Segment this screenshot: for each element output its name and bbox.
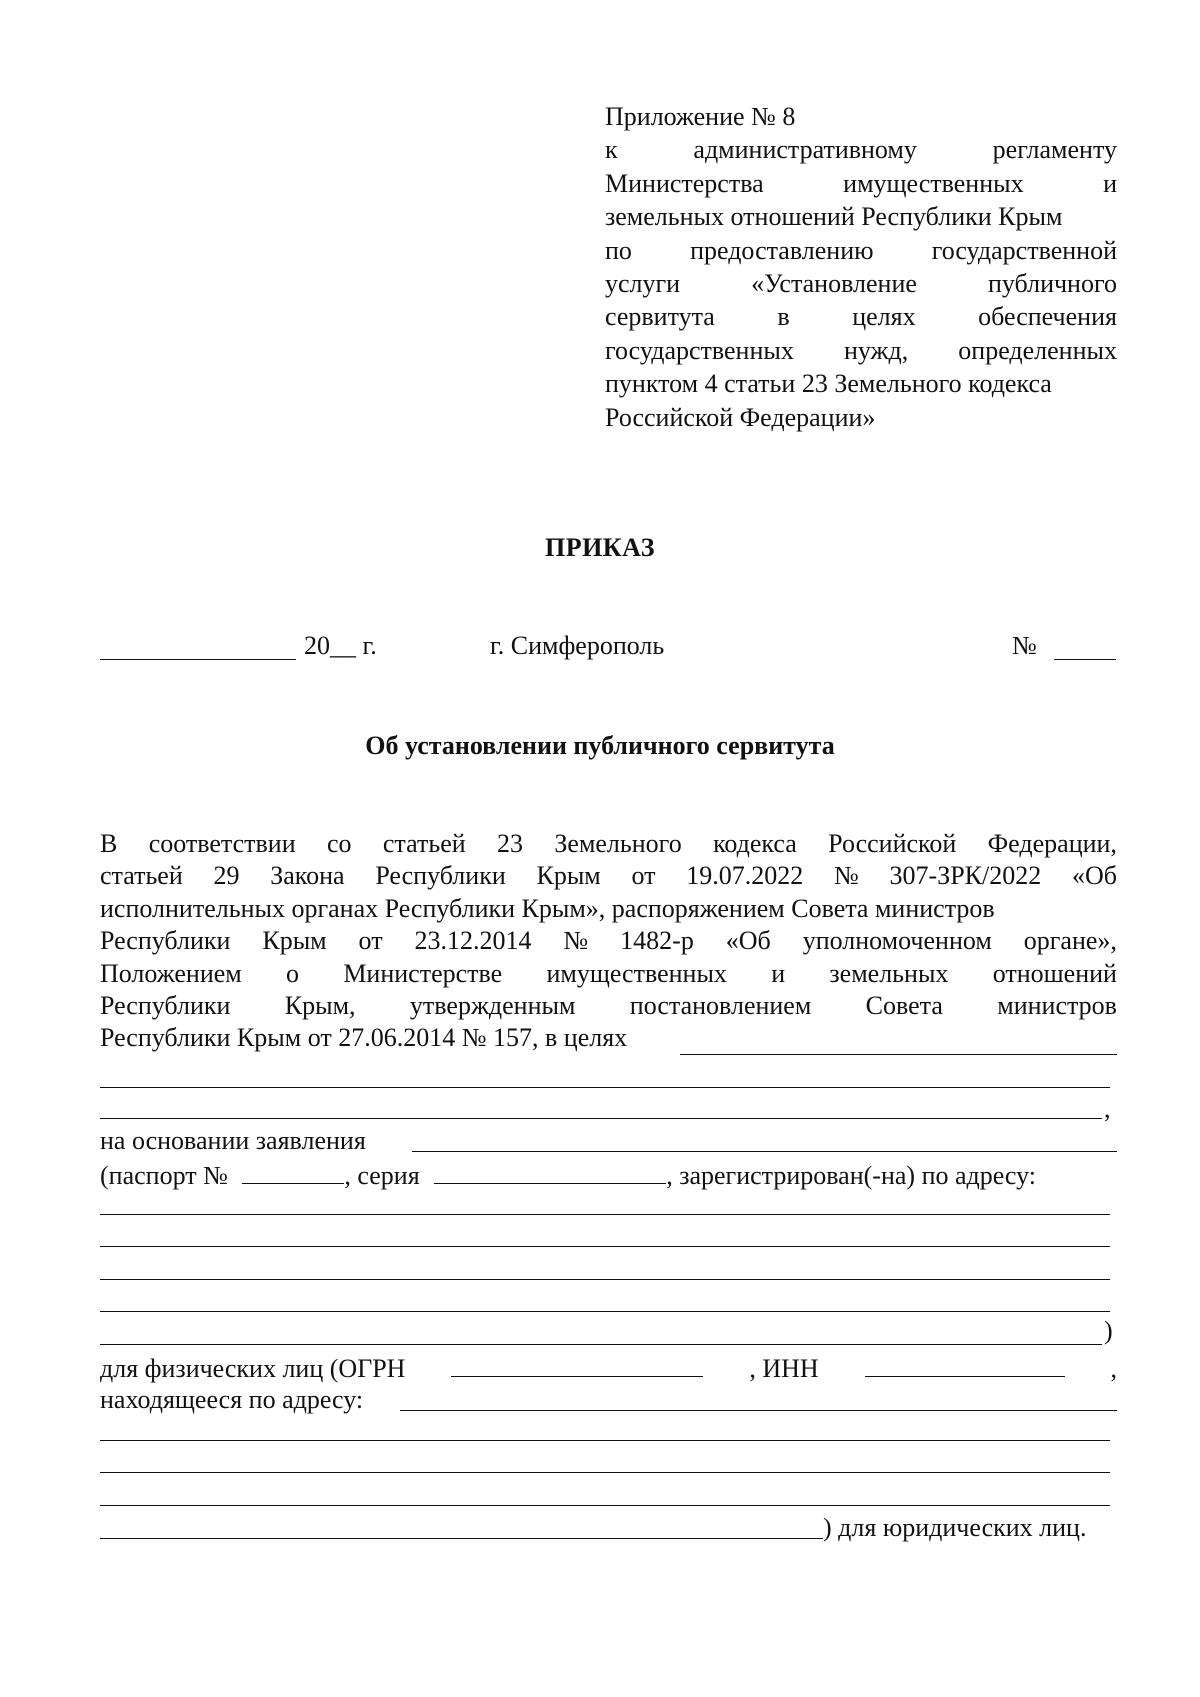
location-blank-line (100, 1440, 1110, 1441)
purpose-blank-line (100, 1087, 1110, 1088)
basis-label: на основании заявления (100, 1126, 366, 1155)
body-line: Республики Крым, утвержденным постановлением Совета министров (100, 991, 1117, 1021)
registered-label: , зарегистрирован(-на) по адресу: (666, 1161, 1037, 1190)
order-subject: Об установлении публичного сервитута (365, 731, 835, 760)
body-line: В соответствии со статьей 23 Земельного кодекса Российской Федерации, (100, 829, 1117, 858)
appendix-line: услуги «Установление публичного (605, 269, 1117, 299)
body-line: статьей 29 Закона Республики Крым от 19.07.2022 № 307-ЗРК/2022 «Об (100, 861, 1117, 891)
body-line: Республики Крым от 27.06.2014 № 157, в целях (100, 1023, 628, 1053)
appendix-line: Российской Федерации» (605, 402, 876, 432)
passport-row (100, 1159, 1117, 1191)
body-line: Положением о Министерстве имущественных и земельных отношений (100, 958, 1117, 988)
close-paren: ) (1104, 1316, 1113, 1345)
location-blank-line (100, 1538, 823, 1539)
appendix-line: к административному регламенту (605, 135, 1117, 165)
date-blank (100, 659, 296, 660)
address-blank-line (100, 1214, 1110, 1215)
inn-label: , ИНН (749, 1354, 819, 1383)
address-blank-line (100, 1311, 1110, 1312)
comma: , (1104, 1094, 1111, 1123)
inn-blank (865, 1352, 1065, 1377)
passport-label: (паспорт № (100, 1161, 228, 1190)
address-blank-line (100, 1344, 1102, 1345)
ogrn-blank (451, 1352, 703, 1377)
body-line: исполнительных органах Республики Крым», распоряжением Совета министров (100, 893, 995, 923)
address-blank-line (100, 1279, 1110, 1280)
document-title: ПРИКАЗ (544, 533, 656, 562)
individuals-label: для физических лиц (ОГРН (100, 1354, 406, 1383)
legal-entities-label: ) для юридических лиц. (823, 1513, 1087, 1542)
purpose-blank (680, 1054, 1117, 1055)
appendix-line: государственных нужд, определенных (605, 335, 1117, 365)
individuals-row (100, 1352, 1117, 1384)
appendix-line: Приложение № 8 (605, 102, 796, 131)
address-blank-line (100, 1246, 1110, 1247)
body-line: Республики Крым от 23.12.2014 № 1482-р «Об уполномоченном органе», (100, 926, 1117, 956)
appendix-header (605, 100, 1117, 434)
appendix-line: Министерства имущественных и (605, 168, 1117, 198)
series-blank (434, 1159, 666, 1184)
appendix-line: земельных отношений Республики Крым (605, 202, 1063, 232)
appendix-line: сервитута в целях обеспечения (605, 302, 1117, 332)
body-paragraph (100, 828, 1117, 1055)
applicant-blank (412, 1151, 1117, 1152)
number-blank (1054, 659, 1116, 660)
appendix-line: по предоставлению государственной (605, 235, 1117, 265)
purpose-blank-line (100, 1118, 1102, 1119)
appendix-line: пунктом 4 статьи 23 Земельного кодекса (605, 369, 1052, 399)
location-blank-line (100, 1505, 1110, 1506)
location-blank (400, 1410, 1117, 1411)
series-label: , серия (344, 1161, 420, 1190)
location-blank-line (100, 1472, 1110, 1473)
date-year: 20__ г. (304, 631, 377, 660)
number-label: № (1012, 631, 1037, 660)
located-label: находящееся по адресу: (100, 1385, 364, 1414)
city: г. Симферополь (490, 631, 665, 660)
inn-comma: , (1110, 1354, 1117, 1383)
passport-number-blank (242, 1159, 344, 1184)
